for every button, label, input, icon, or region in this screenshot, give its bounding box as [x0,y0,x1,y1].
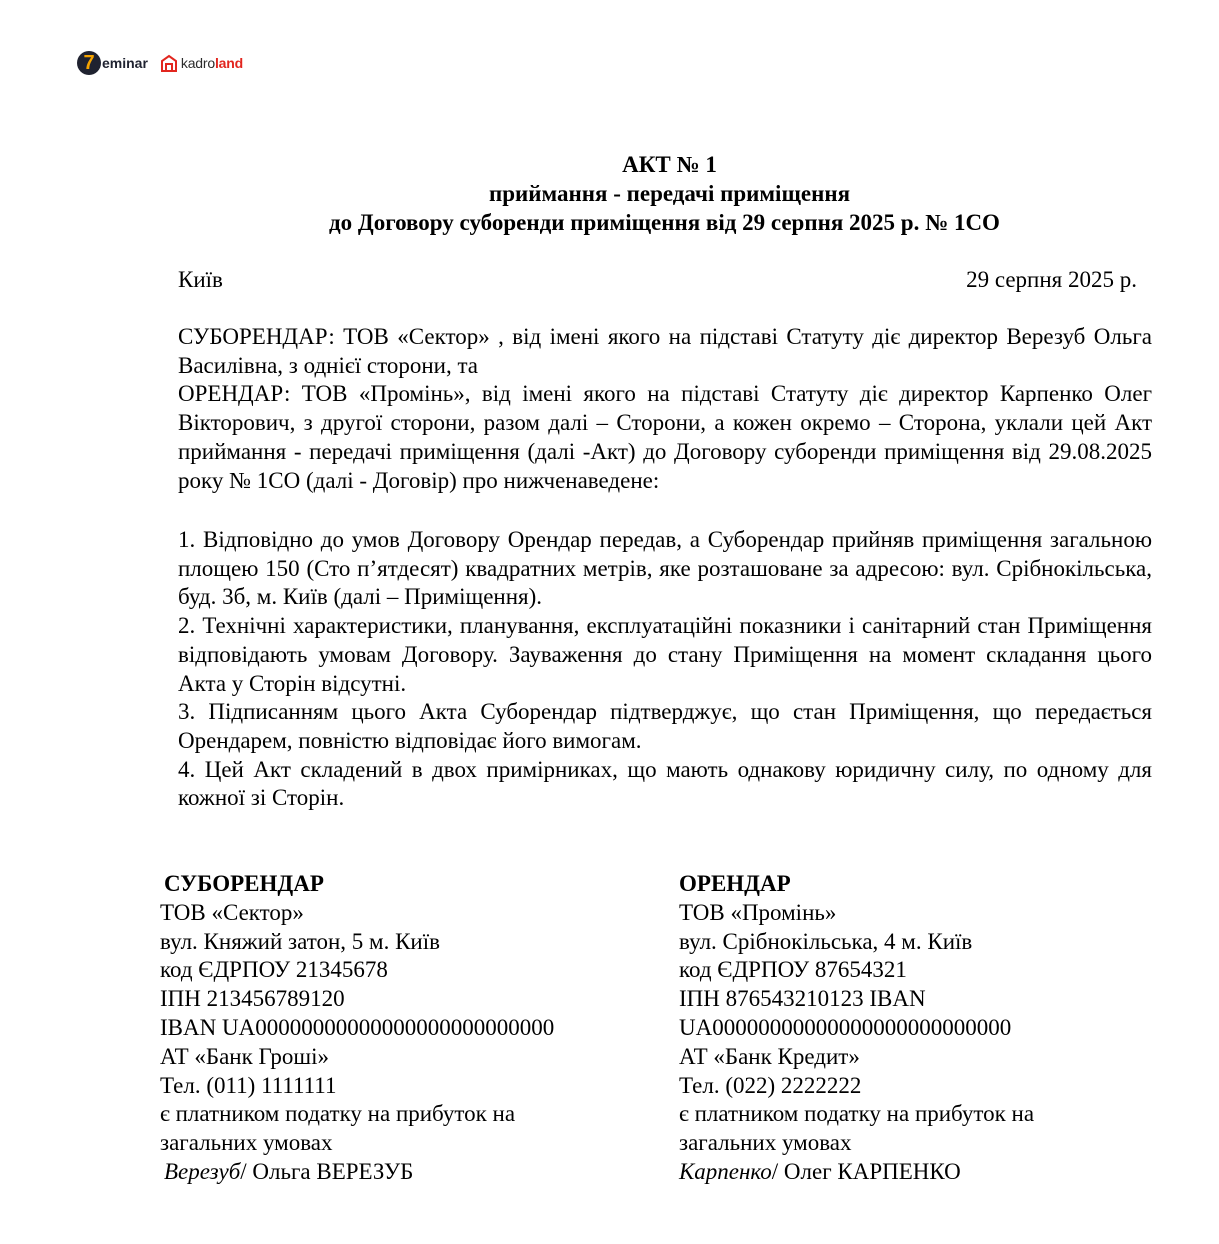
signature-line [679,1158,1159,1187]
kadroland-logo-text [181,55,243,71]
kadroland-text-a: kadro [180,55,215,71]
party-detail: вул. Княжий затон, 5 м. Київ [160,928,440,954]
clause-3: 3. Підписанням цього Акта Суборендар підтверджує, що стан Приміщення, що передається Орендарем, повністю відповідає його вимогам. [178,699,1152,753]
party-detail: IBAN UA00000000000000000000000000 [160,1014,555,1040]
kadroland-logo [160,54,243,72]
clause-2: 2. Технічні характеристики, планування, експлуатаційні показники і санітарний стан Приміщення відповідають умовам Договору. Зауваження до стану Приміщення на момент складання цього Акта у Сторін відсутні. [178,613,1152,696]
party-detail: загальних умовах [160,1130,333,1156]
party-detail: ІПН 213456789120 [160,986,345,1012]
intro-paragraph-subtenant: СУБОРЕНДАР: ТОВ «Сектор» , від імені якого на підставі Статуту діє директор Верезуб Ольга Василівна, з однієї сторони, та [178,324,1152,378]
document-title [0,150,1219,237]
party-detail: АТ «Банк Гроші» [160,1043,329,1069]
seminar-logo-mark: 7 [77,51,101,75]
party-detail: ІПН 876543210123 IBAN [679,986,926,1012]
party-detail: є платником податку на прибуток на [679,1101,1035,1127]
party-detail: є платником податку на прибуток на [160,1101,516,1127]
party-detail: загальних умовах [679,1130,852,1156]
party-detail: ТОВ «Промінь» [679,899,837,925]
signature: Верезуб [164,1158,241,1184]
house-icon [160,54,178,72]
party-heading: ОРЕНДАР [679,871,791,896]
party-heading: СУБОРЕНДАР [164,871,324,896]
clause-1: 1. Відповідно до умов Договору Орендар передав, а Суборендар прийняв приміщення загальною площею 150 (Сто п’ятдесят) квадратних метрів, яке розташоване за адресою: вул. Срібнокільська, буд. 3б, м. Київ (далі – Приміщення). [178,527,1152,610]
title-line-2: приймання - передачі приміщення [488,181,851,206]
clause-4: 4. Цей Акт складений в двох примірниках, що мають однакову юридичну силу, по одному для кожної зі Сторін. [178,756,1152,811]
party-detail: код ЄДРПОУ 87654321 [679,957,907,983]
signatory-name: / Ольга ВЕРЕЗУБ [240,1158,414,1184]
party-detail: Тел. (011) 1111111 [160,1072,337,1098]
signature-line [160,1158,640,1187]
party-detail: ТОВ «Сектор» [160,899,304,925]
party-detail: АТ «Банк Кредит» [679,1043,860,1069]
party-detail: Тел. (022) 2222222 [679,1072,862,1098]
party-detail: код ЄДРПОУ 21345678 [160,957,388,983]
signature-block-tenant [679,870,1159,1187]
intro-section [178,323,1152,495]
title-line-1: АКТ № 1 [622,152,717,177]
title-line-3: до Договору суборенди приміщення від 29 серпня 2025 р. № 1СО [329,210,1000,235]
clauses-section [178,526,1152,813]
header-logos [77,50,243,76]
signature: Карпенко [679,1158,772,1184]
party-detail: UA00000000000000000000000000 [679,1014,1012,1040]
party-detail: вул. Срібнокільська, 4 м. Київ [679,928,973,954]
seminar-logo-text: eminar [102,55,148,71]
seminar-logo [77,51,148,75]
signature-block-subtenant [160,870,640,1187]
document-date: 29 серпня 2025 р. [966,267,1137,292]
place-of-signing: Київ [178,267,223,292]
intro-paragraph-tenant: ОРЕНДАР: ТОВ «Промінь», від імені якого на підставі Статуту діє директор Карпенко Олег Вікторович, з другої сторони, разом далі – Сторони, а кожен окремо – Сторона, уклали цей Акт приймання - передачі приміщення (далі -Акт) до Договору суборенди приміщення від 29.08.2025 року № 1СО (далі - Договір) про нижченаведене: [178,381,1152,493]
kadroland-text-b: land [214,55,243,71]
signatory-name: / Олег КАРПЕНКО [771,1158,961,1184]
